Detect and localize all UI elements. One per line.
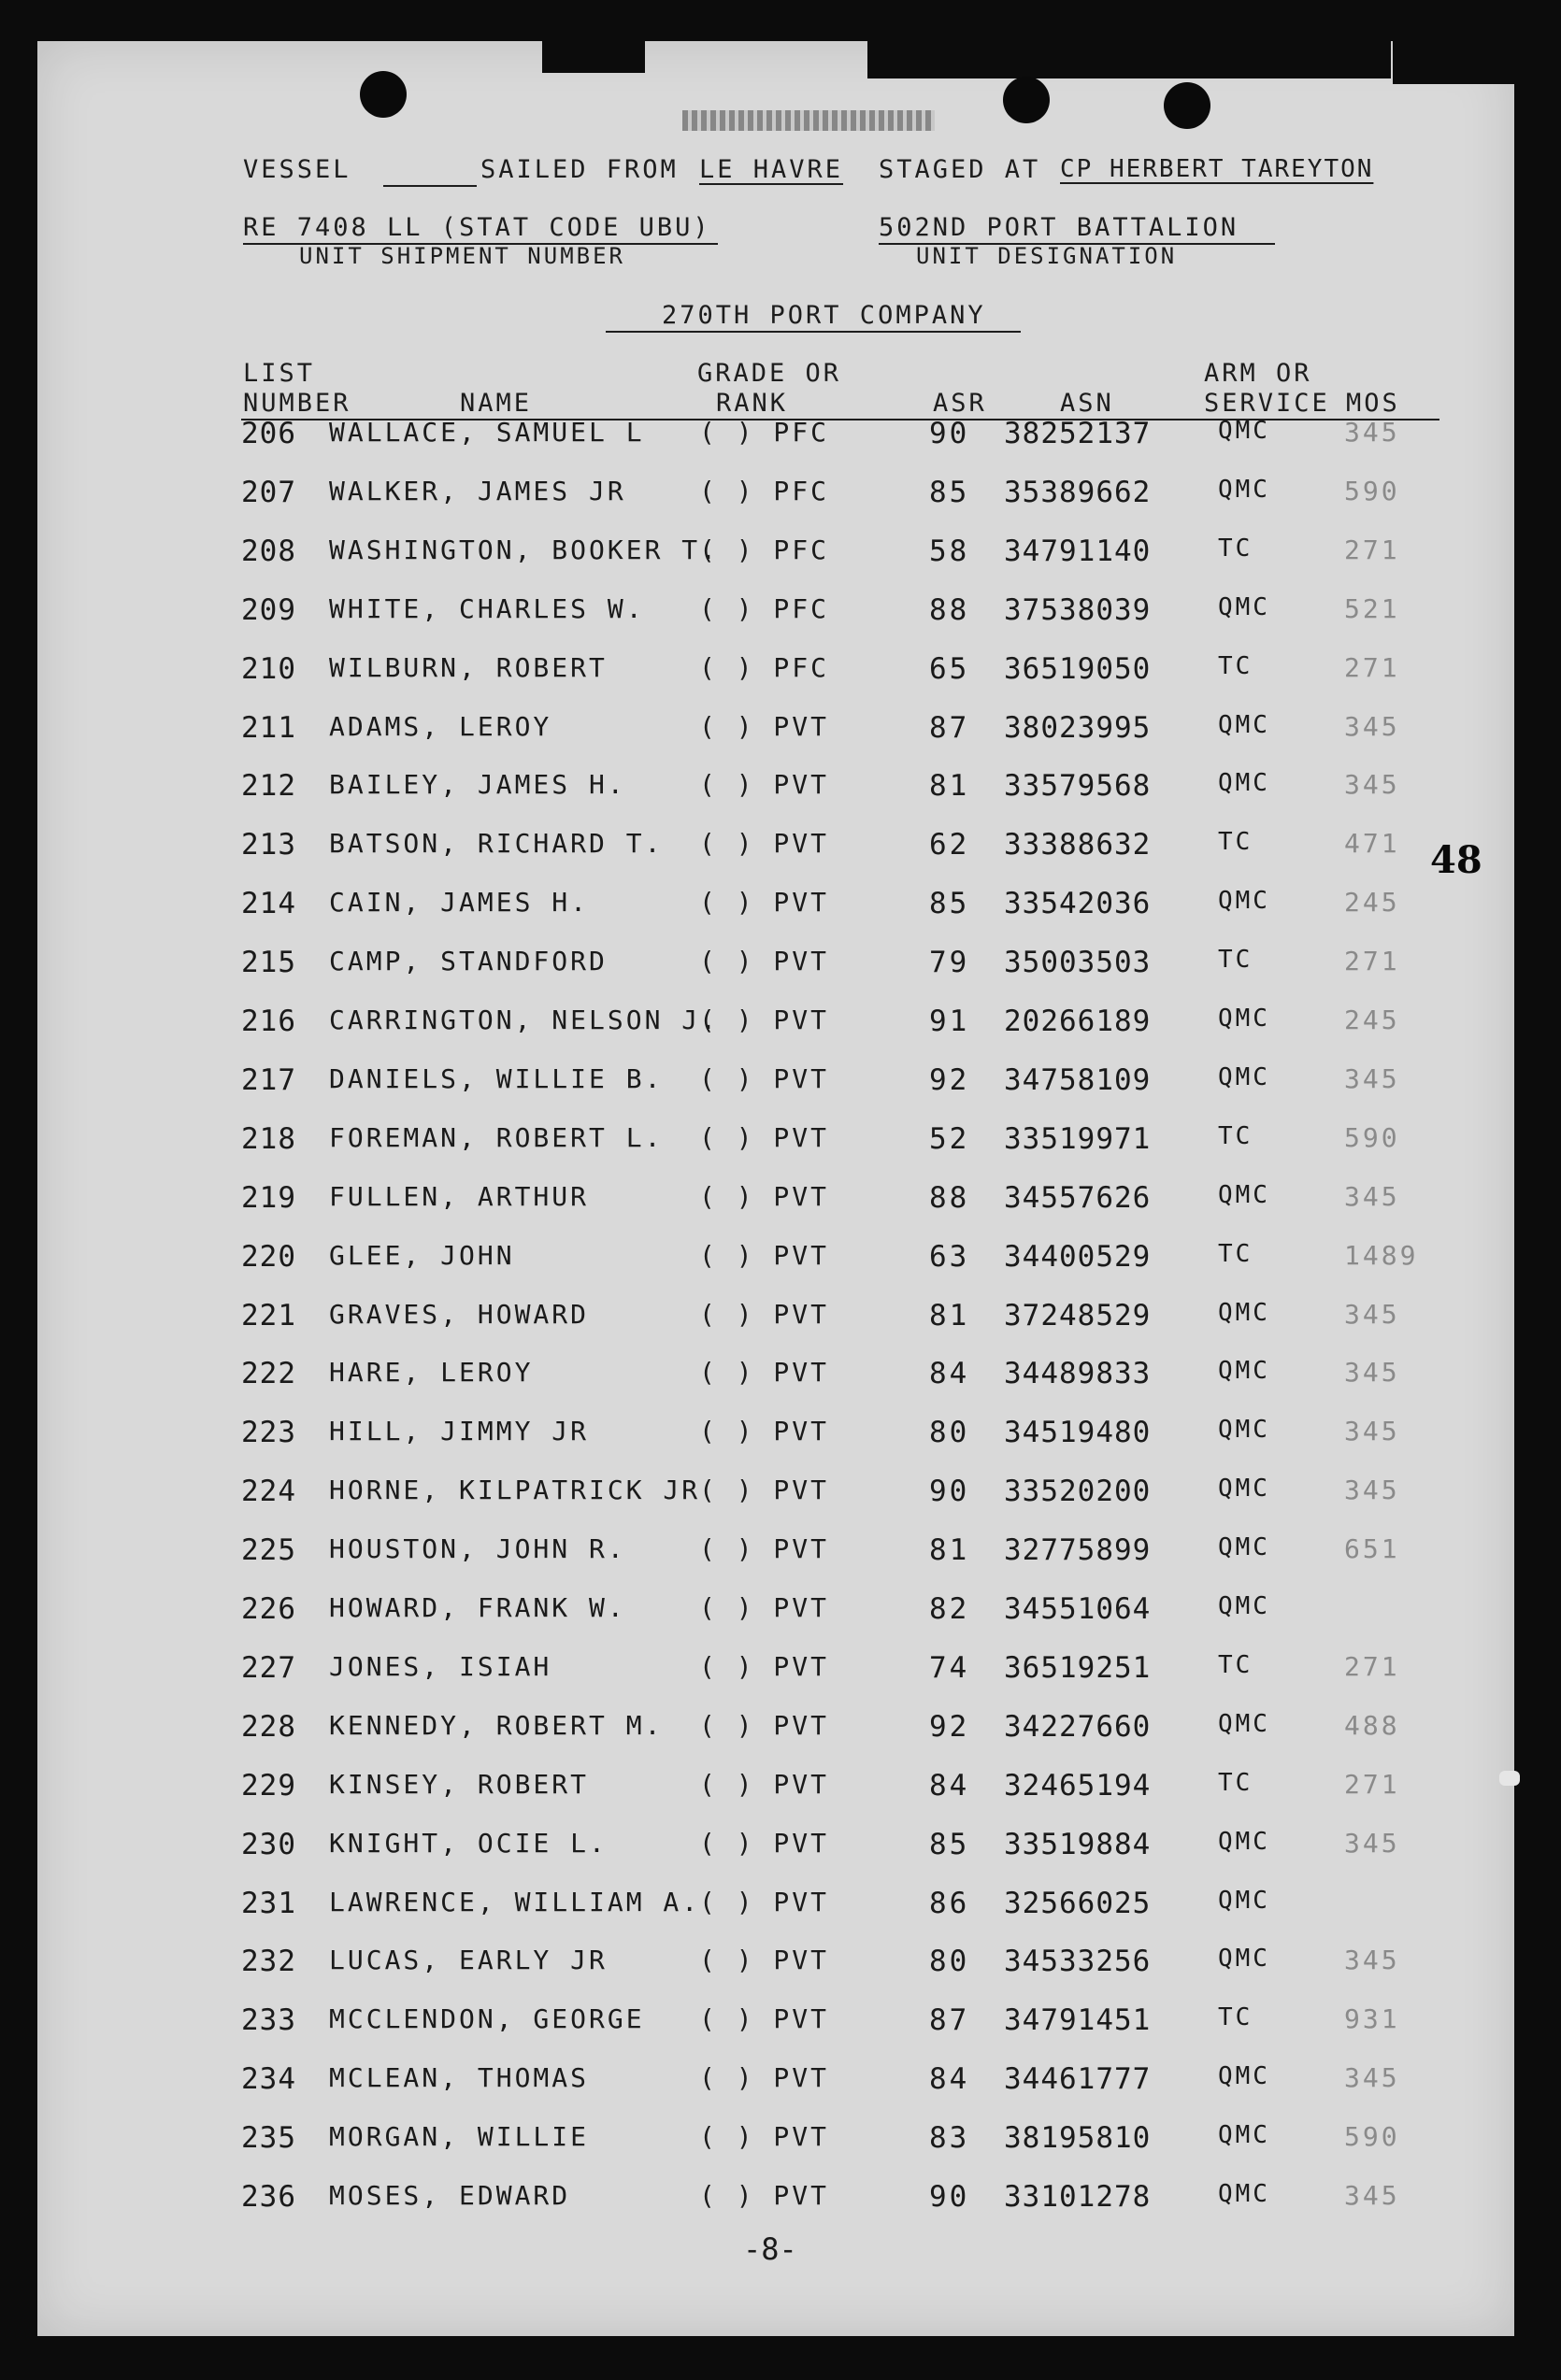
list-number: 210 xyxy=(241,651,296,686)
mos-code: 271 xyxy=(1344,651,1400,683)
page-notch xyxy=(542,41,645,73)
col-list-label: LIST xyxy=(243,359,316,388)
arm-service: TC xyxy=(1218,534,1253,563)
mos-code: 931 xyxy=(1344,2003,1400,2035)
asr-score: 90 xyxy=(929,1475,970,1509)
list-number: 234 xyxy=(241,2062,296,2097)
list-number: 214 xyxy=(241,887,296,921)
table-row xyxy=(0,1299,1561,1357)
arm-service: QMC xyxy=(1218,1945,1270,1974)
col-grade-label: GRADE OR xyxy=(697,359,842,388)
arm-service: QMC xyxy=(1218,1592,1270,1620)
table-row xyxy=(0,2062,1561,2120)
arm-service: TC xyxy=(1218,2003,1253,2032)
table-row xyxy=(0,946,1561,1004)
arm-service: QMC xyxy=(1218,1062,1270,1091)
punch-hole xyxy=(1003,77,1050,123)
arm-service: QMC xyxy=(1218,887,1270,916)
mos-code: 345 xyxy=(1344,2180,1400,2211)
table-row xyxy=(0,1828,1561,1886)
grade-rank: ( ) PVT xyxy=(699,1592,830,1623)
table-row xyxy=(0,1710,1561,1768)
table-row xyxy=(0,1592,1561,1650)
table-row xyxy=(0,1887,1561,1945)
soldier-name: HOUSTON, JOHN R. xyxy=(329,1533,626,1565)
mos-code: 345 xyxy=(1344,1180,1400,1212)
mos-code: 345 xyxy=(1344,2062,1400,2094)
asr-score: 81 xyxy=(929,1533,970,1568)
list-number: 236 xyxy=(241,2180,296,2214)
unit-shipment-number: RE 7408 LL (STAT CODE UBU) xyxy=(243,213,711,242)
table-row xyxy=(0,417,1561,475)
grade-rank: ( ) PFC xyxy=(699,534,830,565)
list-number: 215 xyxy=(241,946,296,980)
company-rule xyxy=(606,331,1021,333)
mos-code: 1489 xyxy=(1344,1239,1419,1271)
soldier-name: WALLACE, SAMUEL L xyxy=(329,417,645,448)
list-number: 233 xyxy=(241,2003,296,2038)
asn-number: 32465194 xyxy=(1004,1768,1152,1803)
list-number: 209 xyxy=(241,592,296,627)
list-number: 218 xyxy=(241,1121,296,1156)
asr-score: 79 xyxy=(929,946,970,980)
soldier-name: CAIN, JAMES H. xyxy=(329,887,590,919)
asn-number: 34557626 xyxy=(1004,1180,1152,1215)
table-row xyxy=(0,828,1561,886)
table-row xyxy=(0,2121,1561,2179)
grade-rank: ( ) PVT xyxy=(699,1827,830,1859)
table-row xyxy=(0,1945,1561,2002)
asn-number: 32775899 xyxy=(1004,1533,1152,1568)
table-row xyxy=(0,534,1561,592)
asn-number: 34791140 xyxy=(1004,534,1152,568)
soldier-name: BAILEY, JAMES H. xyxy=(329,769,626,801)
stamp-number: 48 xyxy=(1430,838,1482,882)
soldier-name: MCCLENDON, GEORGE xyxy=(329,2003,645,2035)
arm-service: QMC xyxy=(1218,1298,1270,1327)
asn-number: 33542036 xyxy=(1004,887,1152,921)
page-notch xyxy=(867,41,1391,78)
arm-service: QMC xyxy=(1218,710,1270,739)
soldier-name: LAWRENCE, WILLIAM A. xyxy=(329,1886,701,1917)
list-number: 226 xyxy=(241,1592,296,1626)
mos-code: 521 xyxy=(1344,592,1400,624)
soldier-name: CAMP, STANDFORD xyxy=(329,946,608,977)
asn-number: 37538039 xyxy=(1004,592,1152,627)
soldier-name: MORGAN, WILLIE xyxy=(329,2121,590,2153)
soldier-name: CARRINGTON, NELSON J. xyxy=(329,1005,720,1035)
grade-rank: ( ) PVT xyxy=(699,1416,830,1447)
col-arm-label: ARM OR xyxy=(1204,359,1312,388)
asr-score: 74 xyxy=(929,1650,970,1685)
list-number: 217 xyxy=(241,1062,296,1097)
table-row xyxy=(0,1475,1561,1532)
soldier-name: FOREMAN, ROBERT L. xyxy=(329,1121,664,1153)
asr-score: 85 xyxy=(929,475,970,509)
mos-code: 345 xyxy=(1344,1416,1400,1447)
table-row xyxy=(0,887,1561,945)
list-number: 221 xyxy=(241,1298,296,1333)
table-row xyxy=(0,1005,1561,1062)
staged-label: STAGED AT xyxy=(879,155,1041,184)
asr-score: 58 xyxy=(929,534,970,568)
list-number: 208 xyxy=(241,534,296,568)
asn-number: 34461777 xyxy=(1004,2062,1152,2097)
mos-code: 471 xyxy=(1344,828,1400,860)
grade-rank: ( ) PVT xyxy=(699,2062,830,2094)
list-number: 216 xyxy=(241,1005,296,1038)
col-rank-label: RANK xyxy=(716,389,789,418)
list-number: 228 xyxy=(241,1709,296,1744)
grade-rank: ( ) PVT xyxy=(699,1709,830,1741)
soldier-name: BATSON, RICHARD T. xyxy=(329,828,664,860)
grade-rank: ( ) PVT xyxy=(699,1357,830,1389)
asr-score: 84 xyxy=(929,2062,970,2097)
soldier-name: WHITE, CHARLES W. xyxy=(329,592,645,624)
arm-service: QMC xyxy=(1218,1886,1270,1915)
list-number: 229 xyxy=(241,1768,296,1803)
asn-number: 38195810 xyxy=(1004,2121,1152,2156)
soldier-name: HARE, LEROY xyxy=(329,1357,534,1389)
soldier-name: HORNE, KILPATRICK JR xyxy=(329,1475,701,1506)
soldier-name: HILL, JIMMY JR xyxy=(329,1416,590,1447)
asr-score: 87 xyxy=(929,2003,970,2038)
asr-score: 63 xyxy=(929,1239,970,1274)
list-number: 207 xyxy=(241,475,296,509)
arm-service: QMC xyxy=(1218,2180,1270,2208)
mos-code: 590 xyxy=(1344,475,1400,506)
mos-code: 245 xyxy=(1344,887,1400,919)
grade-rank: ( ) PVT xyxy=(699,828,830,860)
mos-code: 345 xyxy=(1344,1945,1400,1976)
list-number: 220 xyxy=(241,1239,296,1274)
table-row xyxy=(0,1181,1561,1239)
mos-code: 271 xyxy=(1344,534,1400,565)
soldier-name: HOWARD, FRANK W. xyxy=(329,1592,626,1623)
table-row xyxy=(0,1416,1561,1474)
arm-service: QMC xyxy=(1218,592,1270,621)
asr-score: 92 xyxy=(929,1709,970,1744)
table-row xyxy=(0,1651,1561,1709)
asn-number: 34791451 xyxy=(1004,2003,1152,2038)
asr-score: 62 xyxy=(929,828,970,862)
grade-rank: ( ) PFC xyxy=(699,417,830,448)
arm-service: QMC xyxy=(1218,1005,1270,1033)
arm-service: QMC xyxy=(1218,1180,1270,1209)
asn-number: 35389662 xyxy=(1004,475,1152,509)
grade-rank: ( ) PVT xyxy=(699,1005,830,1035)
asr-score: 91 xyxy=(929,1005,970,1038)
asn-number: 33519971 xyxy=(1004,1121,1152,1156)
asn-number: 37248529 xyxy=(1004,1298,1152,1333)
soldier-name: MCLEAN, THOMAS xyxy=(329,2062,590,2094)
mos-code: 345 xyxy=(1344,1827,1400,1859)
arm-service: QMC xyxy=(1218,2062,1270,2091)
soldier-name: WILBURN, ROBERT xyxy=(329,651,608,683)
grade-rank: ( ) PVT xyxy=(699,1298,830,1330)
asn-number: 34758109 xyxy=(1004,1062,1152,1097)
asr-score: 87 xyxy=(929,710,970,745)
soldier-name: ADAMS, LEROY xyxy=(329,710,552,742)
mos-code: 488 xyxy=(1344,1709,1400,1741)
mos-code: 590 xyxy=(1344,2121,1400,2153)
soldier-name: WASHINGTON, BOOKER T. xyxy=(329,534,720,565)
sailed-label: SAILED FROM xyxy=(480,155,679,184)
asn-number: 34519480 xyxy=(1004,1416,1152,1450)
grade-rank: ( ) PFC xyxy=(699,475,830,506)
grade-rank: ( ) PVT xyxy=(699,1180,830,1212)
asn-number: 33519884 xyxy=(1004,1827,1152,1861)
asr-score: 82 xyxy=(929,1592,970,1626)
asr-score: 90 xyxy=(929,417,970,450)
grade-rank: ( ) PVT xyxy=(699,2180,830,2211)
table-row xyxy=(0,1769,1561,1827)
list-number: 206 xyxy=(241,417,296,450)
asr-score: 88 xyxy=(929,592,970,627)
table-row xyxy=(0,1357,1561,1415)
col-number-label: NUMBER xyxy=(243,389,351,418)
soldier-name: KINSEY, ROBERT xyxy=(329,1768,590,1800)
arm-service: QMC xyxy=(1218,2121,1270,2150)
list-number: 213 xyxy=(241,828,296,862)
table-row xyxy=(0,1533,1561,1591)
grade-rank: ( ) PVT xyxy=(699,2121,830,2153)
arm-service: TC xyxy=(1218,1239,1253,1268)
asn-number: 36519251 xyxy=(1004,1650,1152,1685)
asn-number: 33579568 xyxy=(1004,769,1152,804)
page-notch xyxy=(1393,41,1514,84)
page-number: -8- xyxy=(743,2231,797,2267)
table-row xyxy=(0,476,1561,534)
arm-service: TC xyxy=(1218,1768,1253,1797)
grade-rank: ( ) PVT xyxy=(699,1886,830,1917)
asr-score: 84 xyxy=(929,1768,970,1803)
grade-rank: ( ) PFC xyxy=(699,592,830,624)
table-row xyxy=(0,1122,1561,1180)
mos-code: 651 xyxy=(1344,1533,1400,1565)
asr-score: 92 xyxy=(929,1062,970,1097)
asn-number: 33520200 xyxy=(1004,1475,1152,1509)
grade-rank: ( ) PVT xyxy=(699,887,830,919)
soldier-name: KENNEDY, ROBERT M. xyxy=(329,1709,664,1741)
table-row xyxy=(0,769,1561,827)
arm-service: TC xyxy=(1218,946,1253,975)
soldier-name: MOSES, EDWARD xyxy=(329,2180,571,2211)
sailed-port: LE HAVRE xyxy=(699,155,844,184)
arm-service: QMC xyxy=(1218,1709,1270,1738)
col-asn-label: ASN xyxy=(1060,389,1114,418)
arm-service: QMC xyxy=(1218,1475,1270,1504)
asn-number: 38252137 xyxy=(1004,417,1152,450)
arm-service: TC xyxy=(1218,1650,1253,1679)
arm-service: QMC xyxy=(1218,1533,1270,1562)
list-number: 235 xyxy=(241,2121,296,2156)
list-number: 223 xyxy=(241,1416,296,1450)
mos-code: 345 xyxy=(1344,710,1400,742)
arm-service: QMC xyxy=(1218,769,1270,798)
mos-code: 345 xyxy=(1344,1475,1400,1506)
col-mos-label: MOS xyxy=(1346,389,1400,418)
asr-score: 65 xyxy=(929,651,970,686)
table-row xyxy=(0,1063,1561,1121)
list-number: 212 xyxy=(241,769,296,804)
asn-number: 33388632 xyxy=(1004,828,1152,862)
mos-code: 271 xyxy=(1344,946,1400,977)
list-number: 219 xyxy=(241,1180,296,1215)
asr-score: 84 xyxy=(929,1357,970,1391)
grade-rank: ( ) PVT xyxy=(699,1768,830,1800)
asn-number: 34533256 xyxy=(1004,1945,1152,1979)
arm-service: TC xyxy=(1218,828,1253,857)
soldier-name: JONES, ISIAH xyxy=(329,1650,552,1682)
company-title: 270TH PORT COMPANY xyxy=(662,301,986,330)
asr-score: 83 xyxy=(929,2121,970,2156)
grade-rank: ( ) PVT xyxy=(699,1121,830,1153)
mos-code: 345 xyxy=(1344,769,1400,801)
table-row xyxy=(0,2003,1561,2061)
asn-number: 38023995 xyxy=(1004,710,1152,745)
grade-rank: ( ) PVT xyxy=(699,769,830,801)
list-number: 224 xyxy=(241,1475,296,1509)
arm-service: QMC xyxy=(1218,1416,1270,1445)
grade-rank: ( ) PVT xyxy=(699,2003,830,2035)
list-number: 232 xyxy=(241,1945,296,1979)
mos-code: 271 xyxy=(1344,1768,1400,1800)
asn-number: 33101278 xyxy=(1004,2180,1152,2214)
asn-number: 34551064 xyxy=(1004,1592,1152,1626)
designation-caption: UNIT DESIGNATION xyxy=(916,243,1178,269)
vessel-blank-line xyxy=(383,185,477,187)
table-row xyxy=(0,711,1561,769)
grade-rank: ( ) PVT xyxy=(699,710,830,742)
arm-service: QMC xyxy=(1218,1827,1270,1856)
soldier-name: LUCAS, EARLY JR xyxy=(329,1945,608,1976)
asn-number: 36519050 xyxy=(1004,651,1152,686)
table-row xyxy=(0,2180,1561,2238)
asn-number: 35003503 xyxy=(1004,946,1152,980)
asr-score: 85 xyxy=(929,887,970,921)
arm-service: TC xyxy=(1218,651,1253,680)
list-number: 227 xyxy=(241,1650,296,1685)
mos-code: 271 xyxy=(1344,1650,1400,1682)
list-number: 231 xyxy=(241,1886,296,1920)
grade-rank: ( ) PVT xyxy=(699,1239,830,1271)
arm-service: QMC xyxy=(1218,1357,1270,1386)
table-row xyxy=(0,652,1561,710)
arm-service: TC xyxy=(1218,1121,1253,1150)
asr-score: 88 xyxy=(929,1180,970,1215)
col-name-label: NAME xyxy=(460,389,533,418)
soldier-name: GLEE, JOHN xyxy=(329,1239,515,1271)
mos-code: 590 xyxy=(1344,1121,1400,1153)
asn-number: 32566025 xyxy=(1004,1886,1152,1920)
soldier-name: DANIELS, WILLIE B. xyxy=(329,1062,664,1094)
arm-service: QMC xyxy=(1218,475,1270,504)
asn-number: 34489833 xyxy=(1004,1357,1152,1391)
asn-number: 34227660 xyxy=(1004,1709,1152,1744)
col-service-label: SERVICE xyxy=(1204,389,1330,418)
table-row xyxy=(0,1240,1561,1298)
asr-score: 80 xyxy=(929,1416,970,1450)
mos-code: 345 xyxy=(1344,1298,1400,1330)
grade-rank: ( ) PVT xyxy=(699,1650,830,1682)
grade-rank: ( ) PVT xyxy=(699,1062,830,1094)
grade-rank: ( ) PVT xyxy=(699,1945,830,1976)
asr-score: 52 xyxy=(929,1121,970,1156)
shipment-caption: UNIT SHIPMENT NUMBER xyxy=(299,243,625,269)
staged-location: CP HERBERT TAREYTON xyxy=(1060,155,1374,183)
asr-score: 81 xyxy=(929,1298,970,1333)
mos-code: 345 xyxy=(1344,1357,1400,1389)
asn-number: 34400529 xyxy=(1004,1239,1152,1274)
soldier-name: FULLEN, ARTHUR xyxy=(329,1180,590,1212)
punch-hole xyxy=(1164,82,1210,129)
list-number: 225 xyxy=(241,1533,296,1568)
mos-code: 245 xyxy=(1344,1005,1400,1035)
list-number: 211 xyxy=(241,710,296,745)
grade-rank: ( ) PVT xyxy=(699,1475,830,1506)
asr-score: 85 xyxy=(929,1827,970,1861)
soldier-name: GRAVES, HOWARD xyxy=(329,1298,590,1330)
col-asr-label: ASR xyxy=(933,389,987,418)
soldier-name: WALKER, JAMES JR xyxy=(329,475,626,506)
mos-code: 345 xyxy=(1344,417,1400,448)
asr-score: 86 xyxy=(929,1886,970,1920)
grade-rank: ( ) PVT xyxy=(699,946,830,977)
arm-service: QMC xyxy=(1218,417,1270,445)
asn-number: 20266189 xyxy=(1004,1005,1152,1038)
list-number: 222 xyxy=(241,1357,296,1391)
soldier-name: KNIGHT, OCIE L. xyxy=(329,1827,608,1859)
asr-score: 81 xyxy=(929,769,970,804)
unit-designation: 502ND PORT BATTALION xyxy=(879,213,1239,242)
asr-score: 80 xyxy=(929,1945,970,1979)
punch-hole xyxy=(360,71,407,118)
illegible-title xyxy=(682,110,935,131)
asr-score: 90 xyxy=(929,2180,970,2214)
mos-code: 345 xyxy=(1344,1062,1400,1094)
table-row xyxy=(0,593,1561,651)
list-number: 230 xyxy=(241,1827,296,1861)
vessel-label: VESSEL xyxy=(243,155,351,184)
grade-rank: ( ) PVT xyxy=(699,1533,830,1565)
grade-rank: ( ) PFC xyxy=(699,651,830,683)
